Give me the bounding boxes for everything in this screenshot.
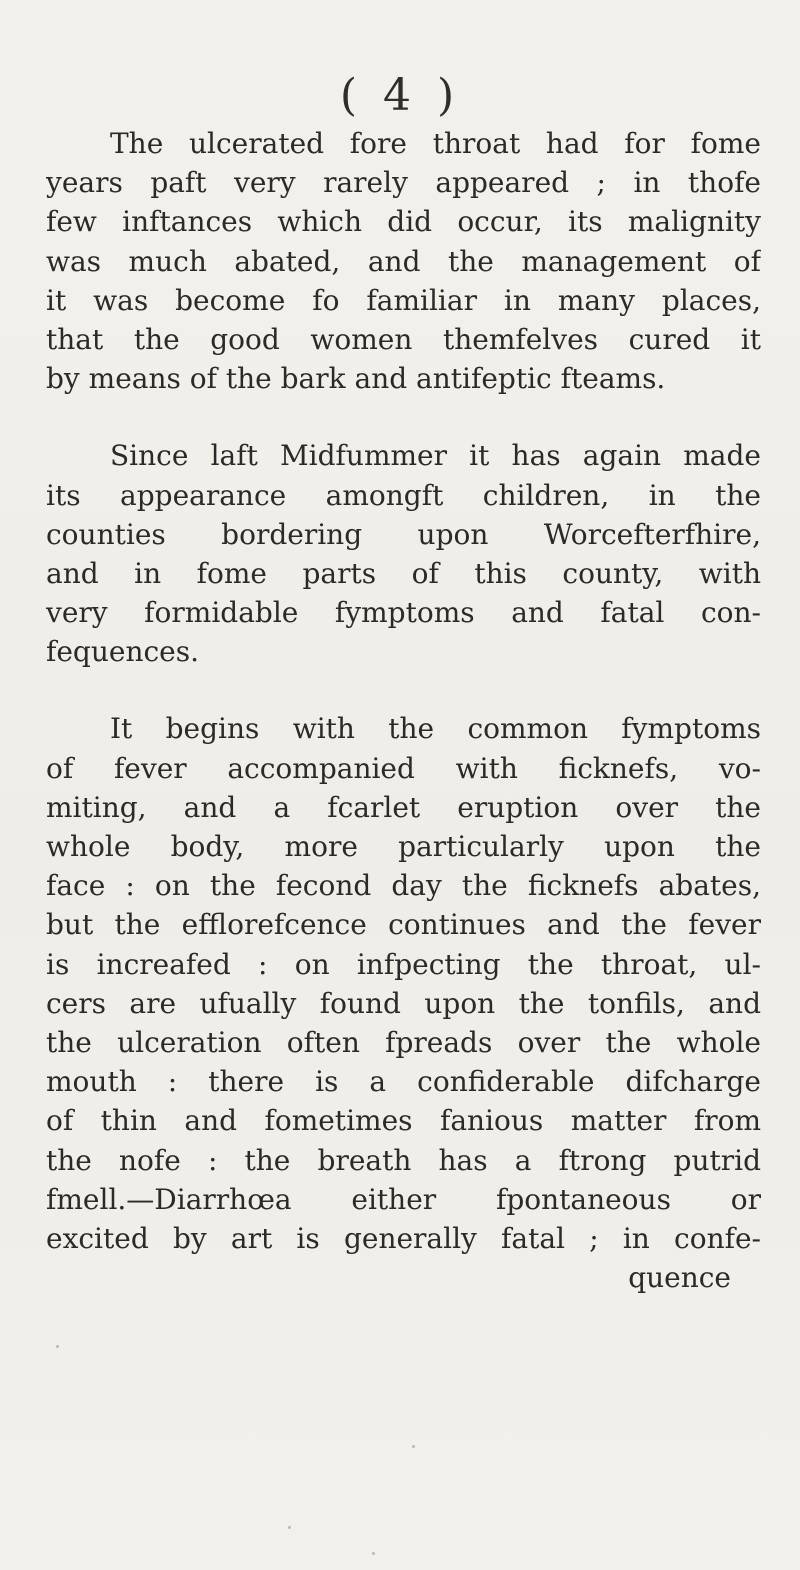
text-line: It begins with the common fymptoms (110, 712, 761, 746)
text-line: by means of the bark and antifeptic fteams. (46, 362, 666, 396)
page-number: ( 4 ) (339, 70, 461, 121)
text-line: but the efflorefcence continues and the fever (46, 908, 761, 942)
text-line: its appearance amongft children, in the (46, 478, 761, 512)
text-line: the nofe : the breath has a ftrong putrid (46, 1143, 761, 1177)
text-line: face : on the fecond day the ficknefs abates, (46, 869, 761, 903)
text-line: of fever accompanied with ficknefs, vo- (46, 751, 761, 785)
text-line: The ulcerated fore throat had for fome (110, 127, 761, 160)
text-line: counties bordering upon Worcefterfhire, (46, 517, 761, 551)
paragraph-3 (46, 709, 761, 1258)
text-line: whole body, more particularly upon the (46, 830, 761, 863)
text-line: mouth : there is a confiderable difcharge (46, 1065, 761, 1099)
paper-speck (56, 1345, 59, 1348)
text-line: fequences. (46, 635, 200, 669)
text-line: it was become fo familiar in many places, (46, 283, 761, 317)
text-line: miting, and a fcarlet eruption over the (46, 790, 761, 824)
text-line: of thin and fometimes fanious matter from (46, 1104, 761, 1138)
text-line: is increafed : on infpecting the throat, ul- (46, 947, 761, 981)
paper-speck (288, 1526, 291, 1529)
paper-speck (412, 1445, 415, 1448)
text-line: excited by art is generally fatal ; in confe- (46, 1221, 761, 1255)
text-line: few inftances which did occur, its malignity (46, 205, 761, 239)
text-line: was much abated, and the management of (46, 244, 761, 278)
paragraph-1 (46, 124, 761, 398)
catchword: quence (628, 1261, 731, 1295)
paragraph-2 (46, 436, 761, 671)
text-line: the ulceration often fpreads over the whole (46, 1025, 761, 1059)
text-line: that the good women themfelves cured it (46, 322, 761, 356)
paper-speck (372, 1552, 375, 1555)
text-line: years paft very rarely appeared ; in thofe (46, 166, 761, 200)
text-line: very formidable fymptoms and fatal con- (46, 596, 761, 630)
text-line: cers are ufually found upon the tonfils, and (46, 986, 761, 1020)
text-line: Since laft Midfummer it has again made (110, 439, 761, 473)
text-line: and in fome parts of this county, with (46, 556, 761, 590)
text-line: fmell.—Diarrhœa either fpontaneous or (46, 1182, 761, 1216)
body-text (46, 124, 761, 1297)
